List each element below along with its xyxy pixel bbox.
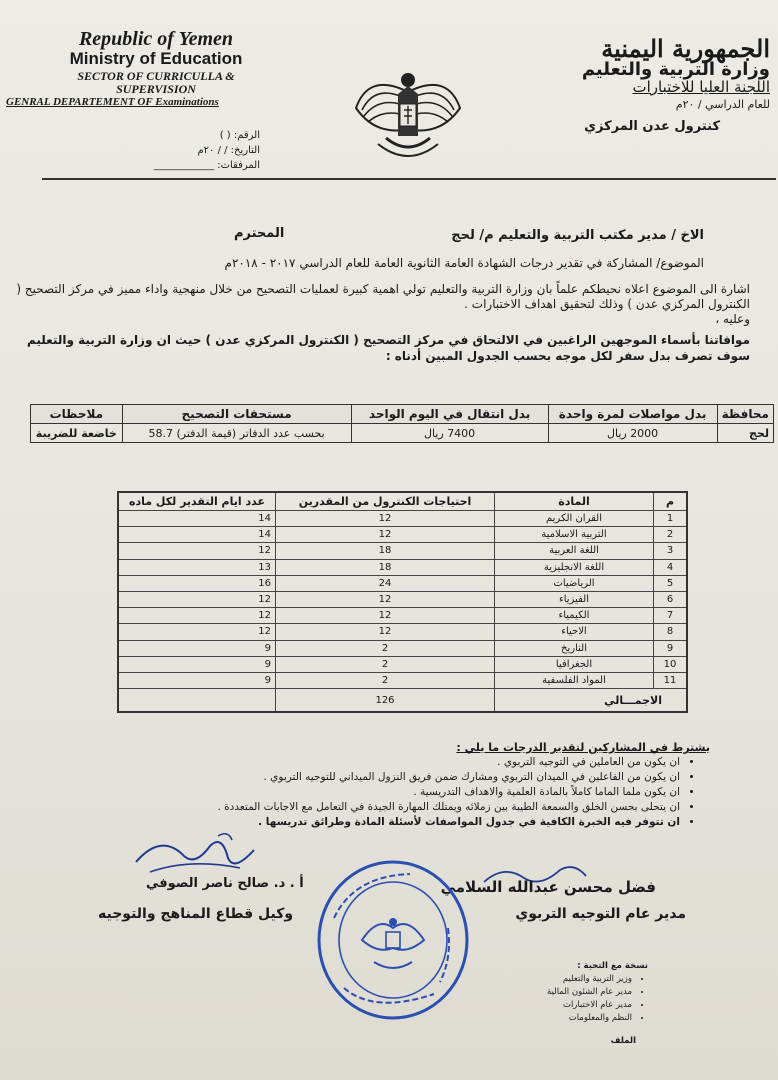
ref-attachments: المرفقات: ____________ [154, 160, 260, 171]
cell-daily: 7400 ريال [351, 424, 548, 443]
total-row [118, 689, 687, 713]
ref-date: التاريخ: / / ٢٠م [197, 145, 260, 156]
row-index: 6 [654, 591, 688, 607]
col-correction: مستحقات التصحيح [122, 405, 351, 424]
table-row [118, 656, 687, 672]
row-index: 5 [654, 575, 688, 591]
header-divider [42, 178, 776, 180]
list-item: • ان تتوفر فيه الخبرة الكافية في جدول المواصفات لأسئلة المادة وطرائق تدريسها . [70, 815, 680, 830]
letterhead-ministry: Ministry of Education [69, 49, 243, 68]
allowance-table [30, 404, 774, 443]
row-index: 7 [654, 608, 688, 624]
table-row [118, 608, 687, 624]
table-row [118, 575, 687, 591]
col-transport: بدل مواصلات لمرة واحدة [548, 405, 717, 424]
row-graders: 12 [276, 608, 495, 624]
row-days: 13 [118, 559, 276, 575]
row-graders: 2 [276, 672, 495, 688]
requirements-list [70, 755, 710, 830]
row-days: 14 [118, 527, 276, 543]
row-graders: 18 [276, 559, 495, 575]
row-graders: 12 [276, 527, 495, 543]
row-days: 12 [118, 543, 276, 559]
row-index: 4 [654, 559, 688, 575]
row-index: 9 [654, 640, 688, 656]
signatory-right-title: مدير عام التوجيه التربوي [515, 906, 686, 922]
handwritten-signature-icon [130, 828, 270, 880]
row-days: 16 [118, 575, 276, 591]
signatory-left-name: أ . د. صالح ناصر الصوفي [146, 876, 304, 891]
letterhead-department: GENRAL DEPARTEMENT OF Examinations [6, 96, 219, 108]
subject-line: الموضوع/ المشاركة في تقدير درجات الشهادة العامة الثانوية العامة للعام الدراسي ٢٠١٧ - ٢٠١٨م [224, 256, 704, 270]
signatory-left-title: وكيل قطاع المناهج والتوجيه [98, 906, 294, 922]
row-subject: التاريخ [495, 640, 654, 656]
english-letterhead [6, 28, 306, 108]
row-index: 3 [654, 543, 688, 559]
table-row [118, 672, 687, 688]
ref-number: الرقم: ( ) [219, 130, 260, 141]
total-value: 126 [276, 689, 495, 713]
salutation: المحترم [234, 226, 285, 241]
letterhead-year-ar: للعام الدراسي / ٢٠م [675, 98, 770, 111]
row-subject: التربية الاسلامية [495, 527, 654, 543]
signatory-right-name: فضل محسن عبدالله السلامي [440, 878, 656, 896]
list-item: • ان يكون ملما الماما كاملاً بالمادة العلمية والاهداف التدريسية . [70, 785, 680, 800]
letterhead-ministry-ar: وزارة التربية والتعليم [581, 59, 770, 80]
cell-notes: خاضعة للضريبة [31, 424, 123, 443]
letter-paragraph-1 [10, 282, 750, 327]
row-subject: الجغرافيا [495, 656, 654, 672]
letterhead-supervision: SUPERVISION [116, 82, 196, 96]
letterhead-control-ar: كنترول عدن المركزي [584, 119, 720, 134]
row-days: 9 [118, 656, 276, 672]
list-item: • مدير عام الاختبارات [448, 999, 632, 1012]
row-days: 12 [118, 608, 276, 624]
row-subject: الكيمياء [495, 608, 654, 624]
total-empty-cell [118, 689, 276, 713]
copies-file: الملف [610, 1036, 636, 1046]
table-row [31, 424, 774, 443]
table-row [118, 511, 687, 527]
row-subject: الفيزياء [495, 591, 654, 607]
row-index: 1 [654, 511, 688, 527]
col-governorate: محافظة [717, 405, 773, 424]
cell-governorate: لحج [717, 424, 773, 443]
table-row [118, 527, 687, 543]
row-subject: اللغة العربية [495, 543, 654, 559]
cell-correction: بحسب عدد الدفاتر (قيمة الدفتر) 58.7 [122, 424, 351, 443]
copies-list [448, 973, 648, 1025]
row-index: 2 [654, 527, 688, 543]
letterhead-republic-ar: الجمهورية اليمنية [601, 34, 770, 63]
table-row [118, 624, 687, 640]
reference-fields [70, 128, 260, 173]
list-item: • ان يتحلى بحسن الخلق والسمعة الطيبة بين زملائه ويمتلك المهارة الجيدة في التعامل مع الاجابات المتعددة . [70, 800, 680, 815]
letterhead-country: Republic of Yemen [78, 28, 234, 50]
row-days: 12 [118, 591, 276, 607]
row-subject: المواد الفلسفية [495, 672, 654, 688]
row-subject: الاحياء [495, 624, 654, 640]
table-row [118, 640, 687, 656]
recipient-line: الاخ / مدير مكتب التربية والتعليم م/ لحج [451, 228, 704, 243]
list-item: • وزير التربية والتعليم [448, 973, 632, 986]
row-graders: 12 [276, 591, 495, 607]
col-graders-needed: احتياجات الكنترول من المقدرين [276, 492, 495, 511]
list-item: • النظم والمعلومات [448, 1012, 632, 1025]
col-notes: ملاحظات [31, 405, 123, 424]
row-subject: القران الكريم [495, 511, 654, 527]
eagle-emblem-icon [348, 60, 468, 168]
subjects-table-header [118, 492, 687, 511]
copies-title: نسخة مع التحية : [577, 961, 648, 971]
subjects-table [117, 491, 688, 713]
row-index: 11 [654, 672, 688, 688]
requirements-title: يشترط في المشاركين لتقدير الدرجات ما يلي : [456, 741, 710, 754]
arabic-letterhead [540, 34, 770, 134]
requirements-section [70, 740, 710, 830]
row-subject: اللغة الانجليزية [495, 559, 654, 575]
allowance-table-header [31, 405, 774, 424]
row-days: 12 [118, 624, 276, 640]
paragraph-1-text: اشارة الى الموضوع اعلاه نحيطكم علماً بان وزارة التربية والتعليم تولي اهمية كبيرة لعمليات التصحيح من خلال منهجية واداء مميز في مركز التصحيح ( الكنترول المركزي عدن ) وذلك لتحقيق اهداف الاختبارات . [16, 282, 750, 311]
letterhead-sector: SECTOR OF CURRICULLA & [77, 69, 235, 83]
row-graders: 24 [276, 575, 495, 591]
table-row [118, 591, 687, 607]
row-subject: الرياضيات [495, 575, 654, 591]
letterhead-committee-ar: اللجنة العليا للاختبارات [632, 78, 770, 96]
row-days: 14 [118, 511, 276, 527]
paragraph-1-continuation: وعليه ، [715, 312, 750, 326]
list-item: • ان يكون من العاملين في التوجيه التربوي . [70, 755, 680, 770]
col-daily: بدل انتقال في اليوم الواحد [351, 405, 548, 424]
row-graders: 18 [276, 543, 495, 559]
table-row [118, 559, 687, 575]
row-graders: 12 [276, 511, 495, 527]
row-index: 8 [654, 624, 688, 640]
col-grading-days: عدد ايام التقدير لكل ماده [118, 492, 276, 511]
row-days: 9 [118, 672, 276, 688]
copies-section [448, 960, 648, 1048]
col-subject: المادة [495, 492, 654, 511]
list-item: • ان يكون من الفاعلين في الميدان التربوي ومشارك ضمن فريق النزول الميداني للتوجيه التربوي . [70, 770, 680, 785]
row-graders: 12 [276, 624, 495, 640]
row-graders: 2 [276, 640, 495, 656]
total-label: الاجمـــالي [495, 689, 688, 713]
row-graders: 2 [276, 656, 495, 672]
row-days: 9 [118, 640, 276, 656]
table-row [118, 543, 687, 559]
col-index: م [654, 492, 688, 511]
list-item: • مدير عام الشئون المالية [448, 986, 632, 999]
row-index: 10 [654, 656, 688, 672]
letter-paragraph-2: موافاتنا بأسماء الموجهين الراغبين في الالتحاق في مركز التصحيح ( الكنترول المركزي عدن ) حيث ان وزارة التربية والتعليم سوف تصرف بدل سفر لكل موجه بحسب الجدول المبين أدناه : [26, 333, 750, 363]
cell-transport: 2000 ريال [548, 424, 717, 443]
